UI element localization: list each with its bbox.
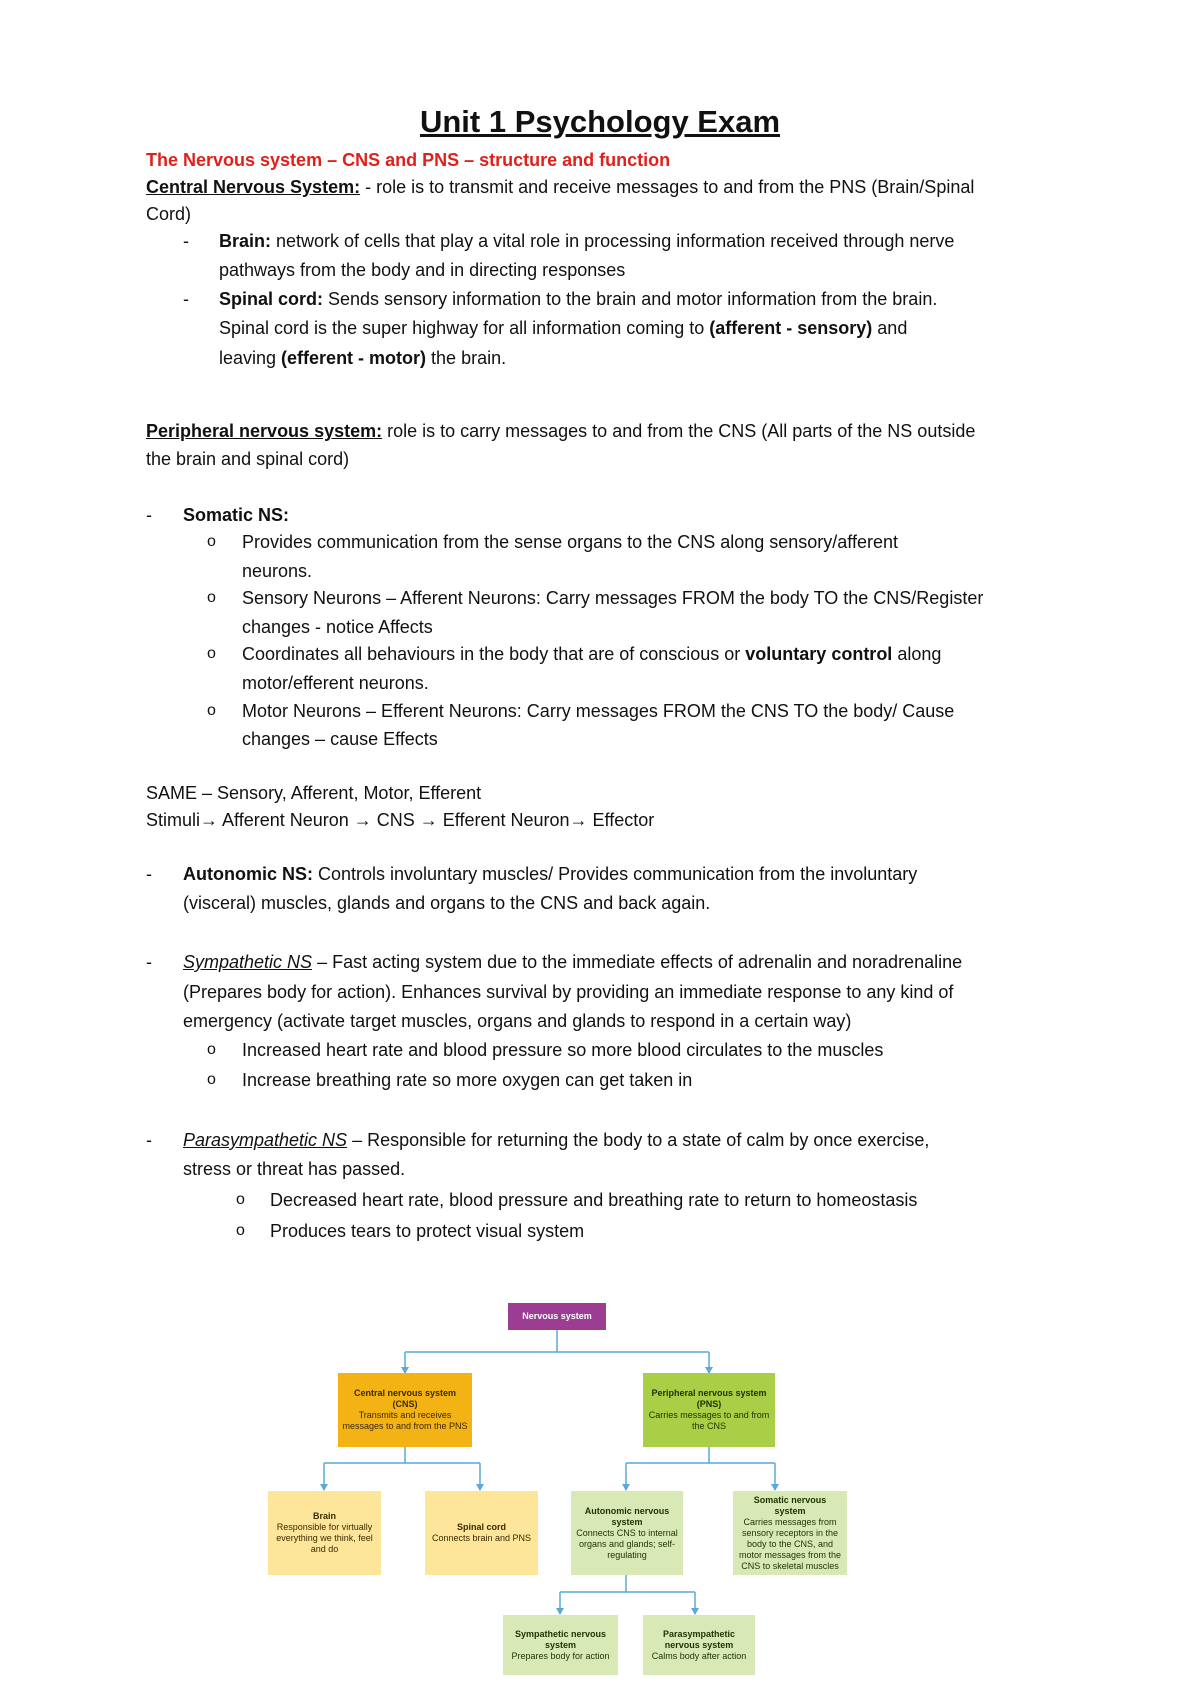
node-desc: Carries messages to and from the CNS bbox=[648, 1410, 770, 1431]
somatic-bullet-1-cont: neurons. bbox=[242, 561, 313, 581]
same-mnemonic: SAME – Sensory, Afferent, Motor, Efferent bbox=[146, 783, 482, 803]
bullet-marker: o bbox=[236, 1222, 245, 1239]
spinal-text-cont2 bbox=[219, 346, 506, 370]
stimuli-pathway: Stimuli→ Afferent Neuron → CNS → Efferent Neuron→ Effector bbox=[146, 810, 655, 830]
node-desc: Responsible for virtually everything we think, feel and do bbox=[276, 1522, 373, 1554]
node-desc: Transmits and receives messages to and from the PNS bbox=[342, 1410, 468, 1431]
diagram-node-brain bbox=[268, 1491, 381, 1575]
bullet-marker: o bbox=[207, 1041, 216, 1058]
sympathetic-text-cont: (Prepares body for action). Enhances survival by providing an immediate response to any kind of bbox=[183, 982, 954, 1002]
sympathetic-text: – Fast acting system due to the immediate effects of adrenalin and noradrenaline bbox=[312, 952, 963, 972]
diagram-node-somatic bbox=[733, 1491, 847, 1575]
parasympathetic-bullet-1: Decreased heart rate, blood pressure and breathing rate to return to homeostasis bbox=[270, 1190, 918, 1210]
sympathetic-paragraph bbox=[183, 950, 962, 974]
bullet-marker: o bbox=[236, 1191, 245, 1208]
spinal-text: Sends sensory information to the brain and motor information from the brain. bbox=[323, 289, 938, 309]
arrowhead bbox=[771, 1484, 779, 1491]
bullet-marker: o bbox=[207, 533, 216, 550]
somatic-heading: Somatic NS: bbox=[183, 505, 290, 525]
somatic-bullet-4: Motor Neurons – Efferent Neurons: Carry messages FROM the CNS TO the body/ Cause bbox=[242, 701, 955, 721]
somatic-bullet-4-cont: changes – cause Effects bbox=[242, 729, 438, 749]
parasympathetic-text-cont: stress or threat has passed. bbox=[183, 1159, 406, 1179]
node-title: Somatic nervous system bbox=[753, 1494, 827, 1516]
brain-text-cont: pathways from the body and in directing responses bbox=[219, 260, 626, 280]
diagram-node-nervous-system bbox=[508, 1303, 606, 1330]
parasympathetic-bullet-2: Produces tears to protect visual system bbox=[270, 1221, 585, 1241]
sympathetic-heading: Sympathetic NS bbox=[183, 952, 313, 972]
node-desc: Prepares body for action bbox=[511, 1650, 610, 1661]
dash-marker: - bbox=[146, 952, 152, 972]
bullet-marker: o bbox=[207, 1071, 216, 1088]
arrowhead bbox=[320, 1484, 328, 1491]
bullet-marker: o bbox=[207, 702, 216, 719]
bullet-marker: o bbox=[207, 589, 216, 606]
somatic-bullet-1: Provides communication from the sense organs to the CNS along sensory/afferent bbox=[242, 532, 899, 552]
parasympathetic-paragraph bbox=[183, 1128, 929, 1152]
somatic-bullet-3-cont: motor/efferent neurons. bbox=[242, 673, 429, 693]
node-title: Parasympathetic nervous system bbox=[662, 1628, 736, 1650]
somatic-bullet-3-c: along bbox=[892, 644, 942, 664]
cns-text-cont: Cord) bbox=[146, 204, 192, 224]
somatic-bullet-2-cont: changes - notice Affects bbox=[242, 617, 433, 637]
arrowhead bbox=[622, 1484, 630, 1491]
node-desc: Carries messages from sensory receptors in the body to the CNS, and motor messages from the CNS to skeletal muscles bbox=[738, 1516, 842, 1571]
autonomic-text-cont: (visceral) muscles, glands and organs to the CNS and back again. bbox=[183, 893, 711, 913]
diagram-node-spinal-cord bbox=[425, 1491, 538, 1575]
sympathetic-bullet-2: Increase breathing rate so more oxygen can get taken in bbox=[242, 1070, 693, 1090]
somatic-bullet-3 bbox=[242, 642, 941, 666]
diagram-node-cns bbox=[338, 1373, 472, 1447]
brain-text: network of cells that play a vital role in processing information received through nerve bbox=[271, 231, 955, 251]
diagram-node-autonomic bbox=[571, 1491, 683, 1575]
node-title: Brain bbox=[312, 1511, 336, 1521]
node-title: Peripheral nervous system (PNS) bbox=[651, 1388, 767, 1409]
pns-text-cont: the brain and spinal cord) bbox=[146, 449, 350, 469]
dash-marker: - bbox=[146, 864, 152, 884]
node-desc: Connects CNS to internal organs and glands; self-regulating bbox=[576, 1527, 678, 1560]
dash-marker: - bbox=[183, 231, 189, 251]
pns-text: role is to carry messages to and from the CNS (All parts of the NS outside bbox=[382, 421, 976, 441]
spinal-text-cont bbox=[219, 316, 907, 340]
autonomic-text: Controls involuntary muscles/ Provides communication from the involuntary bbox=[313, 864, 918, 884]
node-desc: Connects brain and PNS bbox=[431, 1533, 532, 1543]
voluntary-control: voluntary control bbox=[745, 644, 893, 664]
spinal-text-end: the brain. bbox=[426, 348, 507, 368]
arrowhead bbox=[691, 1608, 699, 1615]
parasympathetic-heading: Parasympathetic NS bbox=[183, 1130, 348, 1150]
diagram-node-sympathetic bbox=[503, 1615, 618, 1675]
node-title: Autonomic nervous system bbox=[584, 1505, 670, 1527]
node-title: Central nervous system (CNS) bbox=[353, 1388, 457, 1409]
page-title: Unit 1 Psychology Exam bbox=[419, 104, 781, 139]
cns-heading: Central Nervous System: bbox=[146, 177, 361, 197]
pns-heading: Peripheral nervous system: bbox=[146, 421, 383, 441]
arrowhead bbox=[556, 1608, 564, 1615]
node-title: Sympathetic nervous system bbox=[514, 1628, 607, 1650]
brain-label: Brain: bbox=[219, 231, 272, 251]
efferent-motor: (efferent - motor) bbox=[281, 348, 427, 368]
pns-paragraph bbox=[146, 419, 975, 443]
parasympathetic-text: – Responsible for returning the body to a state of calm by once exercise, bbox=[347, 1130, 930, 1150]
autonomic-heading: Autonomic NS: bbox=[183, 864, 313, 884]
sympathetic-bullet-1: Increased heart rate and blood pressure so more blood circulates to the muscles bbox=[242, 1040, 884, 1060]
arrowhead bbox=[476, 1484, 484, 1491]
node-title: Nervous system bbox=[522, 1311, 592, 1321]
dash-marker: - bbox=[146, 505, 152, 525]
diagram-node-pns bbox=[643, 1373, 775, 1447]
dash-marker: - bbox=[146, 1130, 152, 1150]
somatic-bullet-2: Sensory Neurons – Afferent Neurons: Carry messages FROM the body TO the CNS/Register bbox=[242, 588, 984, 608]
spinal-item bbox=[219, 287, 937, 311]
cns-text: - role is to transmit and receive messages to and from the PNS (Brain/Spinal bbox=[360, 177, 975, 197]
spinal-text-c: and bbox=[872, 318, 908, 338]
somatic-bullet-3-a: Coordinates all behaviours in the body that are of conscious or bbox=[242, 644, 746, 664]
spinal-label: Spinal cord: bbox=[219, 289, 324, 309]
diagram-node-parasympathetic bbox=[643, 1615, 755, 1675]
brain-item bbox=[219, 229, 954, 253]
dash-marker: - bbox=[183, 289, 189, 309]
cns-paragraph bbox=[146, 175, 974, 199]
afferent-sensory: (afferent - sensory) bbox=[709, 318, 873, 338]
sympathetic-text-cont2: emergency (activate target muscles, organs and glands to respond in a certain way) bbox=[183, 1011, 852, 1031]
node-title: Spinal cord bbox=[456, 1522, 506, 1532]
bullet-marker: o bbox=[207, 645, 216, 662]
section-subtitle: The Nervous system – CNS and PNS – structure and function bbox=[146, 150, 671, 170]
spinal-text-a: Spinal cord is the super highway for all information coming to bbox=[219, 318, 710, 338]
node-desc: Calms body after action bbox=[651, 1650, 747, 1661]
autonomic-paragraph bbox=[183, 862, 917, 886]
spinal-text-leaving: leaving bbox=[219, 348, 282, 368]
